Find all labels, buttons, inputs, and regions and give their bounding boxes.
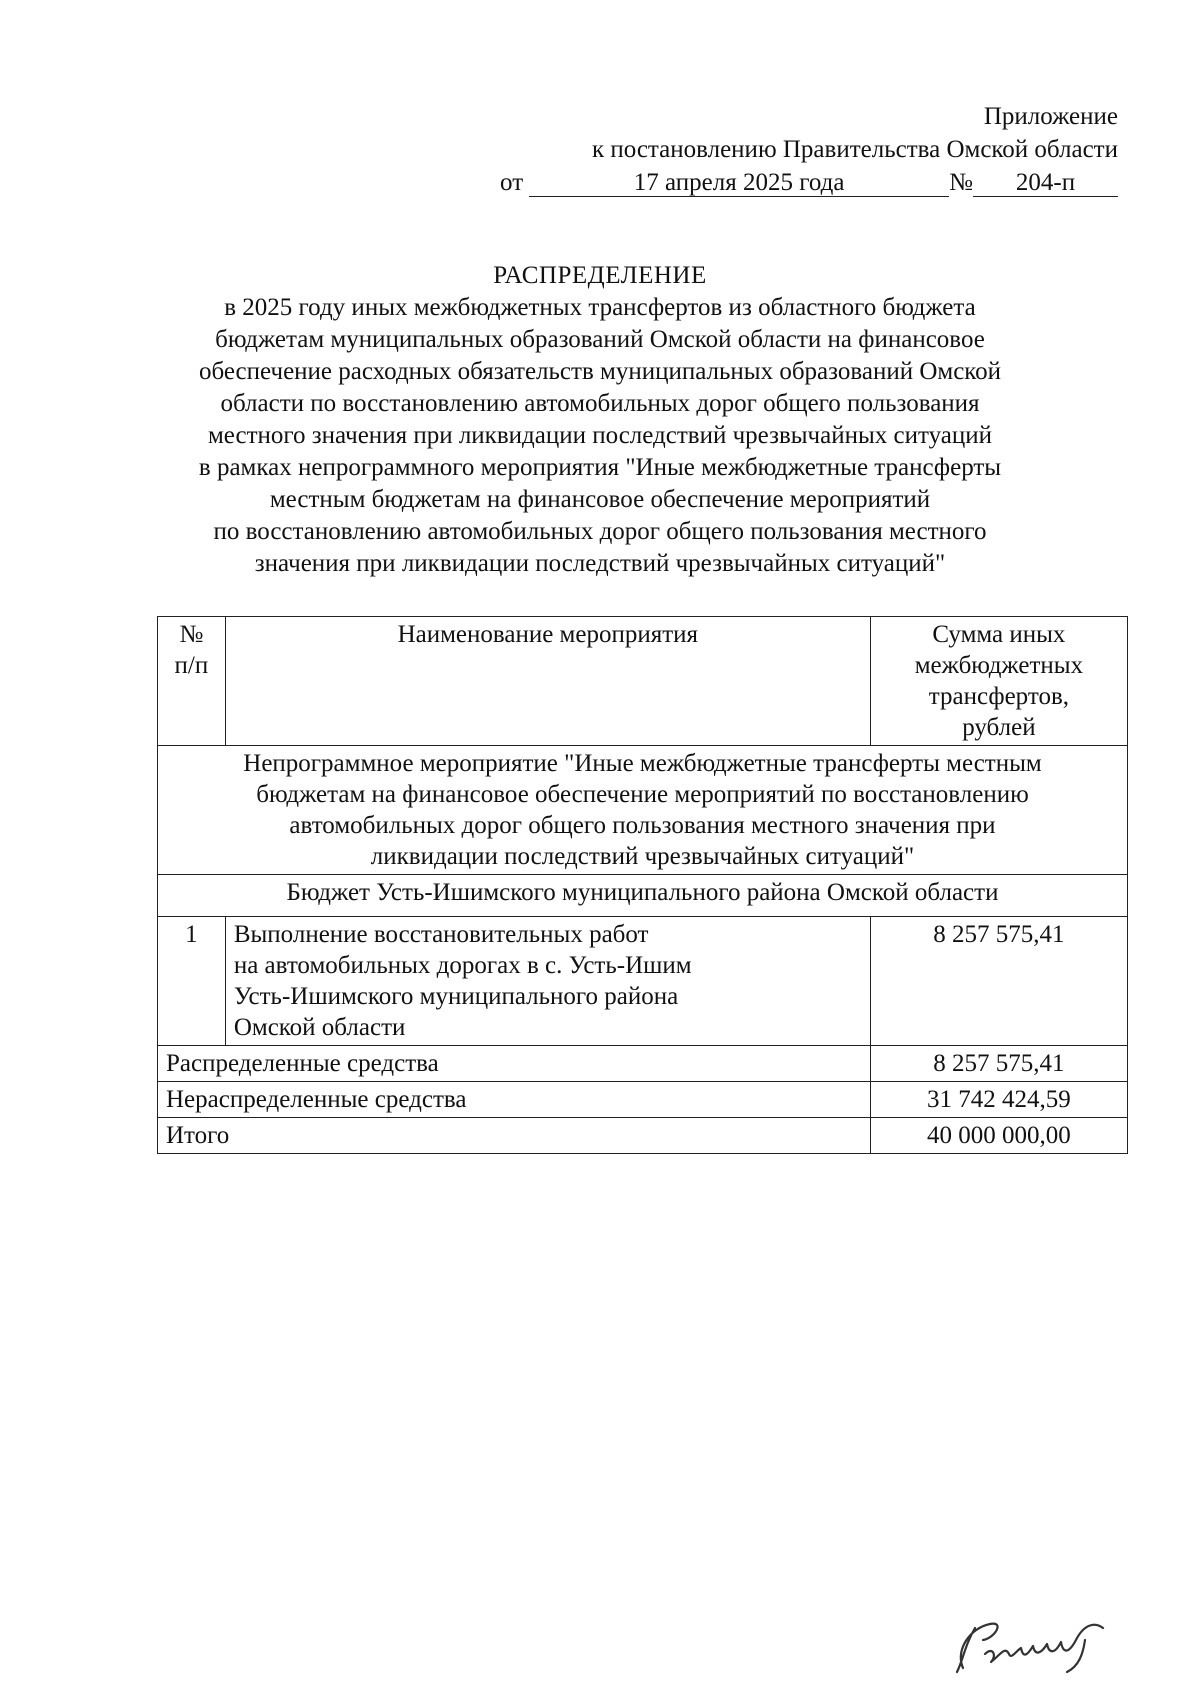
row-num: 1	[158, 917, 226, 1046]
title-line: бюджетам муниципальных образований Омской области на финансовое	[215, 326, 985, 353]
title-line: местного значения при ликвидации последствий чрезвычайных ситуаций	[207, 422, 993, 449]
header-sum: Сумма иных межбюджетных трансфертов, рублей	[870, 617, 1127, 746]
total-row	[158, 1046, 1128, 1082]
title-line: значения при ликвидации последствий чрезвычайных ситуаций"	[254, 550, 946, 577]
from-label: от	[500, 169, 524, 196]
appendix-date-line	[500, 166, 1118, 199]
total-row	[158, 1082, 1128, 1118]
section-title: Непрограммное мероприятие "Иные межбюджетные трансферты местным бюджетам на финансовое обеспечение мероприятий по восстановлению автомобильных дорог общего пользования местного значения при ликвидации последствий чрезвычайных ситуаций"	[158, 746, 1128, 875]
section-row	[158, 746, 1128, 875]
total-row	[158, 1118, 1128, 1154]
decree-number: 204-п	[973, 169, 1118, 197]
total-label: Итого	[158, 1118, 871, 1154]
title-line: обеспечение расходных обязательств муниципальных образований Омской	[198, 358, 1002, 385]
distribution-table	[157, 616, 1128, 1154]
row-sum: 8 257 575,41	[870, 917, 1127, 1046]
appendix-block	[500, 100, 1118, 199]
decree-date: 17 апреля 2025 года	[529, 169, 949, 197]
title-heading: РАСПРЕДЕЛЕНИЕ	[493, 262, 707, 289]
table-row	[158, 917, 1128, 1046]
header-num: № п/п	[158, 617, 226, 746]
budget-row	[158, 875, 1128, 917]
header-name: Наименование мероприятия	[225, 617, 870, 746]
row-name: Выполнение восстановительных работ на автомобильных дорогах в с. Усть-Ишим Усть-Ишимского муниципального района Омской области	[225, 917, 870, 1046]
title-line: области по восстановлению автомобильных дорог общего пользования	[220, 390, 980, 417]
document-title	[150, 260, 1050, 580]
total-value: 31 742 424,59	[870, 1082, 1127, 1118]
table-header-row	[158, 617, 1128, 746]
total-value: 8 257 575,41	[870, 1046, 1127, 1082]
title-line: по восстановлению автомобильных дорог общего пользования местного	[213, 518, 987, 545]
appendix-reference: к постановлению Правительства Омской области	[591, 136, 1118, 163]
number-label: №	[949, 169, 973, 196]
title-line: в рамках непрограммного мероприятия "Иные межбюджетные трансферты	[198, 454, 1002, 481]
total-label: Нераспределенные средства	[158, 1082, 871, 1118]
appendix-title: Приложение	[983, 103, 1118, 130]
title-line: местным бюджетам на финансовое обеспечение мероприятий	[269, 486, 931, 513]
handwritten-signature	[935, 1610, 1125, 1680]
total-label: Распределенные средства	[158, 1046, 871, 1082]
title-line: в 2025 году иных межбюджетных трансфертов из областного бюджета	[224, 294, 976, 321]
total-value: 40 000 000,00	[870, 1118, 1127, 1154]
budget-title: Бюджет Усть-Ишимского муниципального района Омской области	[158, 875, 1128, 917]
